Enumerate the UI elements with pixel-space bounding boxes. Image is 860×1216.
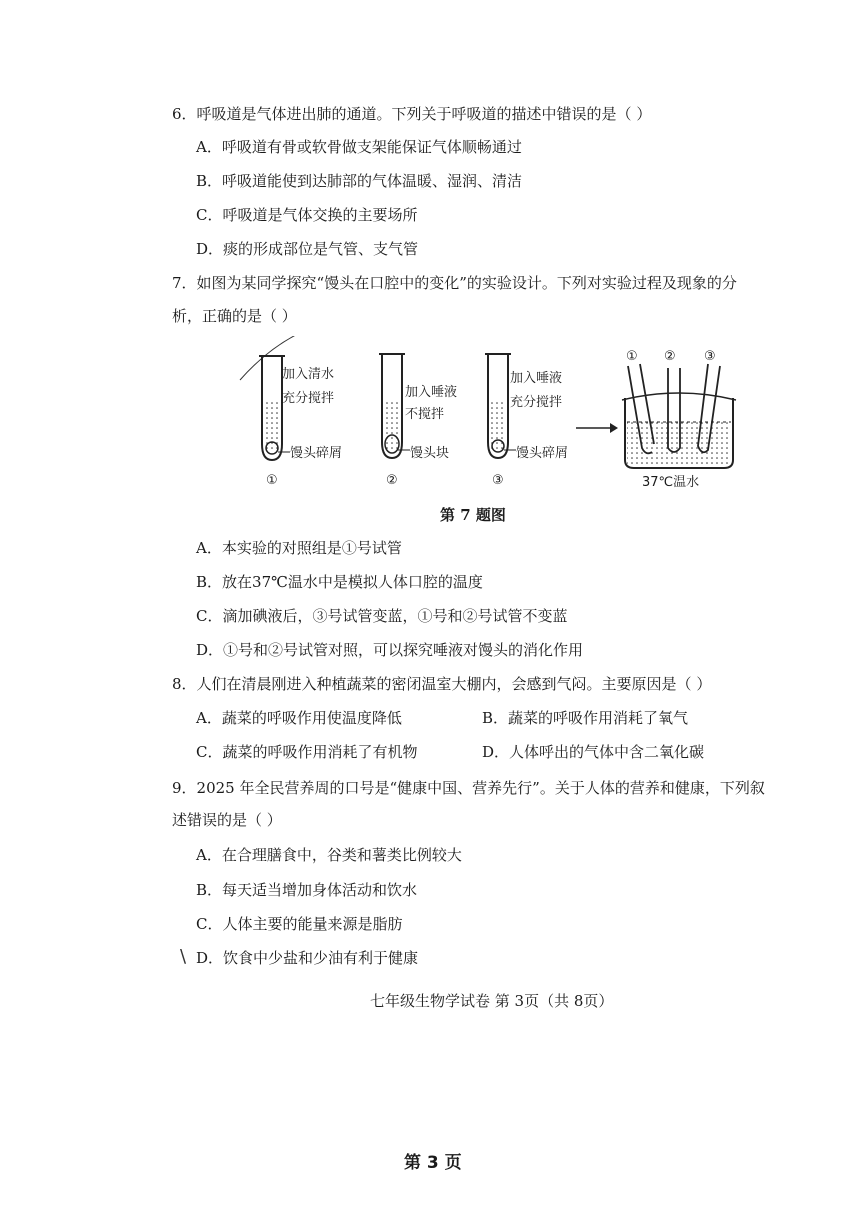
- q8-option-b: B．蔬菜的呼吸作用消耗了氧气: [482, 709, 689, 727]
- q8-option-d: D．人体呼出的气体中含二氧化碳: [482, 743, 705, 761]
- bath-tube-1-number: ①: [626, 349, 638, 364]
- q9-stem-line2: 述错误的是（ ）: [172, 811, 282, 829]
- tube2-stir-label: 不搅拌: [405, 407, 445, 422]
- q8-option-a: A．蔬菜的呼吸作用使温度降低: [196, 709, 402, 727]
- q7-option-c: C．滴加碘液后，③号试管变蓝，①号和②号试管不变蓝: [196, 607, 568, 625]
- tube1-food-label: 馒头碎屑: [290, 446, 343, 461]
- q7-option-b: B．放在37℃温水中是模拟人体口腔的温度: [196, 573, 483, 591]
- tube3-add-label: 加入唾液: [510, 371, 563, 386]
- bath-label: 37℃温水: [642, 475, 700, 490]
- q9-option-c: C．人体主要的能量来源是脂肪: [196, 915, 403, 933]
- q7-stem-line1: 7．如图为某同学探究“馒头在口腔中的变化”的实验设计。下列对实验过程及现象的分: [172, 274, 737, 292]
- tube2-add-label: 加入唾液: [405, 385, 458, 400]
- tube1-add-label: 加入清水: [282, 367, 335, 382]
- q7-experiment-figure: [230, 336, 750, 496]
- q6-option-a: A．呼吸道有骨或软骨做支架能保证气体顺畅通过: [196, 138, 522, 156]
- test-tube-3: [485, 354, 568, 488]
- q6-option-b: B．呼吸道能使到达肺部的气体温暖、湿润、清洁: [196, 172, 523, 190]
- q7-stem-line2: 析，正确的是（ ）: [172, 307, 297, 325]
- page-footer: 七年级生物学试卷 第 3页（共 8页）: [370, 992, 614, 1010]
- q6-stem: 6．呼吸道是气体进出肺的通道。下列关于呼吸道的描述中错误的是（ ）: [172, 105, 652, 123]
- q9-stem-line1: 9．2025 年全民营养周的口号是“健康中国、营养先行”。关于人体的营养和健康，下列叙: [172, 779, 765, 797]
- tube3-food-label: 馒头碎屑: [516, 446, 569, 461]
- test-tube-2: [379, 354, 457, 488]
- page-number: 第 3 页: [404, 1153, 462, 1173]
- q7-figure-caption: 第 7 题图: [440, 506, 506, 524]
- q6-option-c: C．呼吸道是气体交换的主要场所: [196, 206, 418, 224]
- arrow-icon: [576, 423, 618, 433]
- tube3-stir-label: 充分搅拌: [510, 395, 563, 410]
- tube2-number: ②: [386, 473, 398, 488]
- q9-option-b: B．每天适当增加身体活动和饮水: [196, 881, 418, 899]
- tube1-number: ①: [266, 473, 278, 488]
- pen-stroke-mark: \: [180, 946, 187, 967]
- q7-option-a: A．本实验的对照组是①号试管: [196, 539, 402, 557]
- q8-stem: 8．人们在清晨刚进入种植蔬菜的密闭温室大棚内，会感到气闷。主要原因是（ ）: [172, 675, 712, 693]
- tube3-number: ③: [492, 473, 504, 488]
- tube2-food-label: 馒头块: [410, 446, 450, 461]
- q6-option-d: D．痰的形成部位是气管、支气管: [196, 240, 419, 258]
- q7-option-d: D．①号和②号试管对照，可以探究唾液对馒头的消化作用: [196, 641, 584, 659]
- tube1-stir-label: 充分搅拌: [282, 391, 335, 406]
- q9-option-d: D．饮食中少盐和少油有利于健康: [196, 949, 419, 967]
- bath-tube-3-number: ③: [704, 349, 716, 364]
- bath-tube-2-number: ②: [664, 349, 676, 364]
- q9-option-a: A．在合理膳食中，谷类和薯类比例较大: [196, 846, 462, 864]
- q8-option-c: C．蔬菜的呼吸作用消耗了有机物: [196, 743, 418, 761]
- water-bath: [622, 349, 736, 490]
- test-tube-1: [259, 356, 342, 488]
